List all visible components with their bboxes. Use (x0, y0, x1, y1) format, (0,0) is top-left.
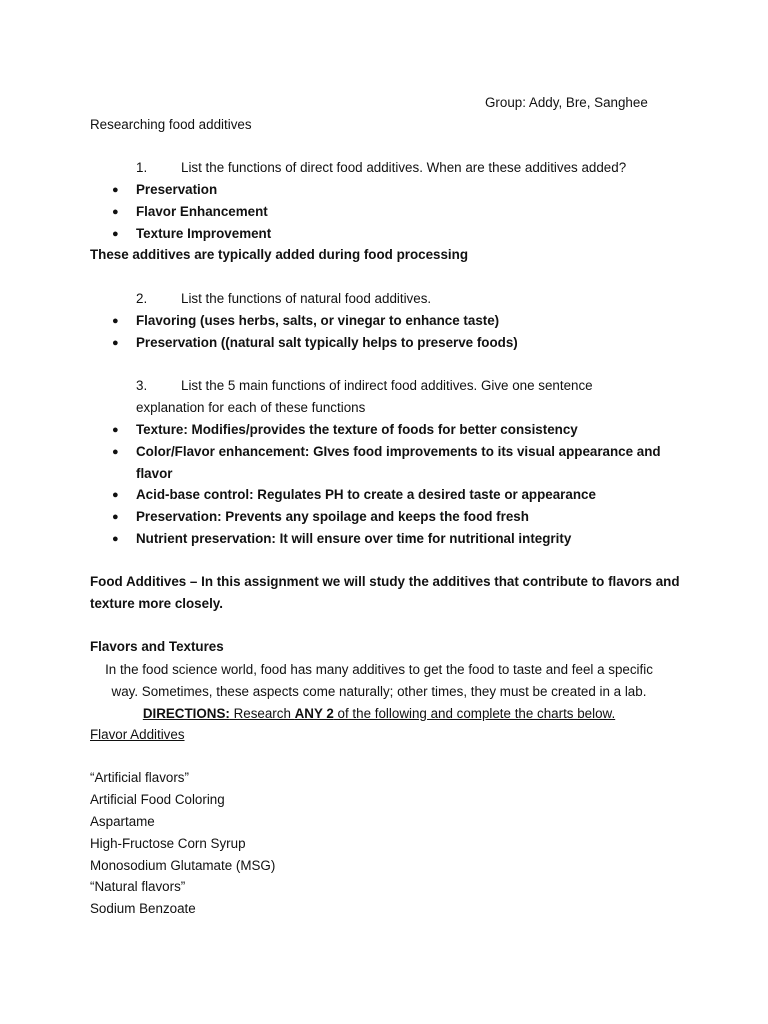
bullet-icon: ● (112, 228, 119, 240)
bullet-icon: ● (112, 446, 119, 458)
list-item: “Artificial flavors” (90, 770, 189, 785)
question-text: List the 5 main functions of indirect food additives. Give one sentence (181, 378, 593, 393)
directions-label: DIRECTIONS: (142, 706, 230, 721)
page-title: Researching food additives (90, 117, 252, 132)
directions (90, 704, 668, 724)
list-item: Sodium Benzoate (90, 901, 196, 916)
list-item: Monosodium Glutamate (MSG) (90, 858, 276, 873)
answer-text: These additives are typically added during food processing (90, 247, 469, 262)
group-members: Group: Addy, Bre, Sanghee (485, 95, 648, 110)
bullet-icon: ● (112, 206, 119, 218)
directions-emphasis: ANY 2 (294, 706, 334, 721)
list-item: High-Fructose Corn Syrup (90, 836, 246, 851)
bullet-icon: ● (112, 511, 119, 523)
intro-line: texture more closely. (90, 596, 223, 611)
question-number: 2. (136, 291, 148, 306)
question-number: 1. (136, 160, 148, 175)
section-heading: Flavors and Textures (90, 639, 224, 654)
list-item: Texture: Modifies/provides the texture of foods for better consistency (136, 422, 578, 437)
list-item-continued: flavor (136, 466, 173, 481)
bullet-icon: ● (112, 184, 119, 196)
bullet-icon: ● (112, 424, 119, 436)
directions-text: of the following and complete the charts below. (333, 706, 616, 721)
subheading: Flavor Additives (90, 727, 185, 742)
list-item: Flavor Enhancement (136, 204, 268, 219)
bullet-icon: ● (112, 337, 119, 349)
bullet-icon: ● (112, 489, 119, 501)
list-item: Preservation ((natural salt typically helps to preserve foods) (136, 335, 518, 350)
list-item: Preservation: Prevents any spoilage and keeps the food fresh (136, 509, 529, 524)
intro-line: Food Additives – In this assignment we will study the additives that contribute to flavors and (90, 574, 680, 589)
list-item: Aspartame (90, 814, 155, 829)
bullet-icon: ● (112, 533, 119, 545)
list-item: Color/Flavor enhancement: GIves food improvements to its visual appearance and (136, 444, 661, 459)
question-number: 3. (136, 378, 148, 393)
list-item: Acid-base control: Regulates PH to create a desired taste or appearance (136, 487, 596, 502)
list-item: “Natural flavors” (90, 879, 186, 894)
paragraph-line: way. Sometimes, these aspects come naturally; other times, they must be created in a lab. (111, 684, 647, 699)
question-text: List the functions of natural food additives. (181, 291, 432, 306)
question-text-continued: explanation for each of these functions (136, 400, 366, 415)
paragraph-line: In the food science world, food has many additives to get the food to taste and feel a specific (105, 662, 653, 677)
question-text: List the functions of direct food additives. When are these additives added? (181, 160, 627, 175)
bullet-icon: ● (112, 315, 119, 327)
list-item: Preservation (136, 182, 218, 197)
list-item: Texture Improvement (136, 226, 272, 241)
list-item: Flavoring (uses herbs, salts, or vinegar to enhance taste) (136, 313, 500, 328)
list-item: Nutrient preservation: It will ensure over time for nutritional integrity (136, 531, 572, 546)
directions-text: Research (229, 706, 295, 721)
list-item: Artificial Food Coloring (90, 792, 225, 807)
